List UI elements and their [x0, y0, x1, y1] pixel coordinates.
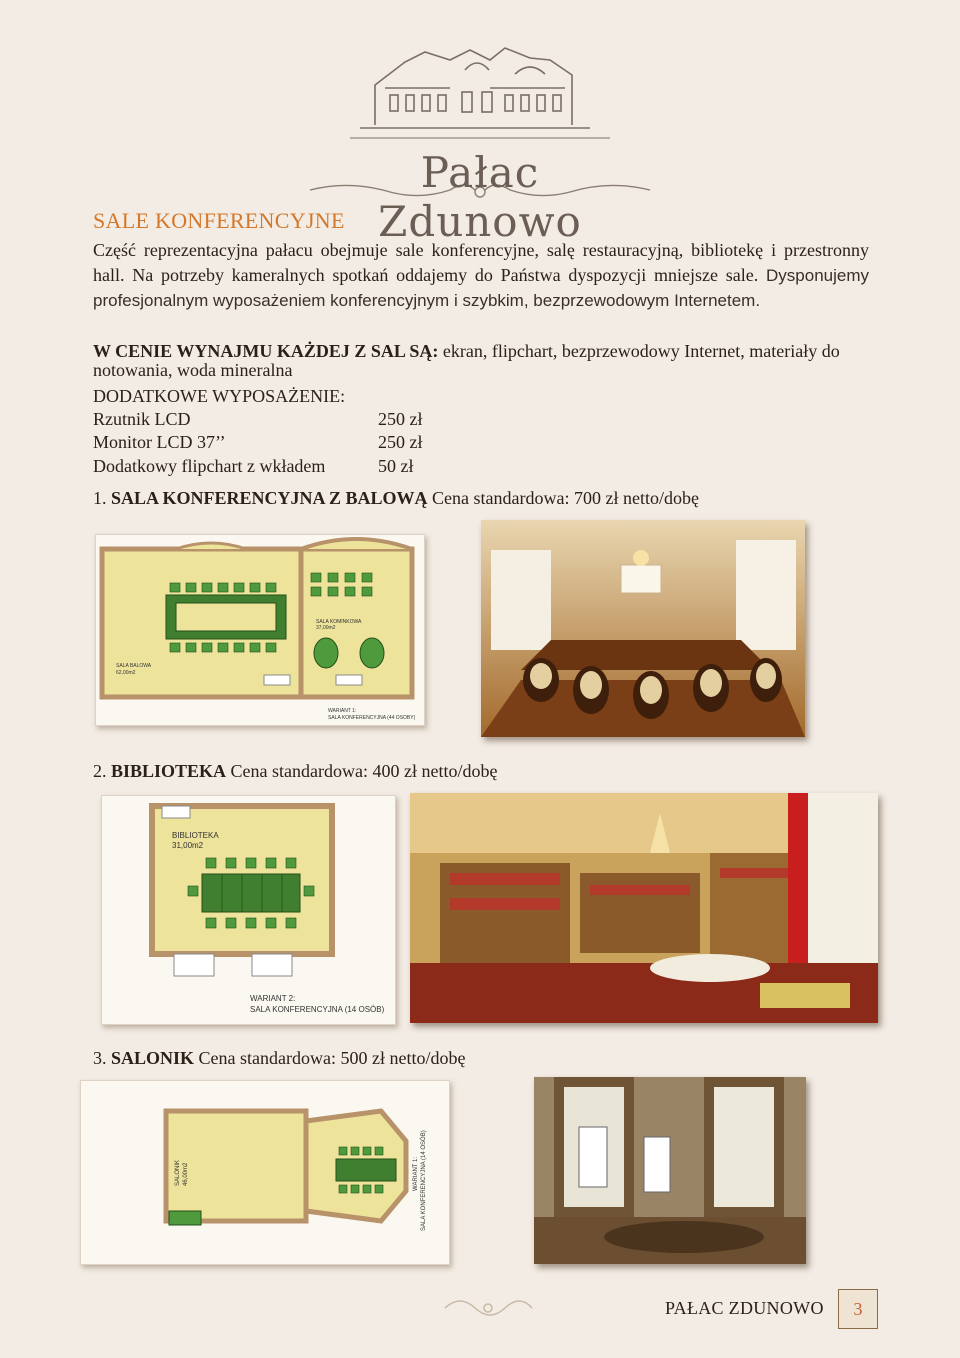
room-name: SALONIK	[111, 1048, 195, 1068]
plan-label: SALA KONFERENCYJNA (14 OSÓB)	[250, 1005, 385, 1014]
extra-item-name: Rzutnik LCD	[93, 409, 191, 429]
plan-label: 46,00m2	[183, 1162, 189, 1186]
plan-label: WARIANT 1:	[413, 1156, 419, 1191]
room-name: SALA KONFERENCYJNA Z BALOWĄ	[111, 488, 428, 508]
included-text: ekran, flipchart, bezprzewodowy Internet, materiały do notowania, woda mineralna	[93, 341, 840, 380]
floor-plan-ballroom	[95, 534, 425, 726]
room-title-1	[93, 488, 699, 509]
included-equipment	[93, 342, 873, 380]
room-number: 3.	[93, 1048, 107, 1068]
intro-text-1: Część reprezentacyjna pałacu obejmuje sale konferencyjne, salę restauracyjną, bibliotekę i przestronny hall. Na potrzeby kameralnych spotkań oddajemy do Państwa dyspozycji mniejsze sale.	[93, 240, 869, 285]
room-price: Cena standardowa: 700 zł netto/dobę	[432, 488, 699, 508]
plan-label: SALA KONFERENCYJNA (14 OSÓB)	[421, 1130, 427, 1231]
plan-label: WARIANT 1:	[328, 708, 357, 714]
room-name: BIBLIOTEKA	[111, 761, 227, 781]
plan-label: SALA BALOWA	[116, 663, 152, 669]
extra-item-price: 250 zł	[378, 409, 423, 429]
plan-label: 31,00m2	[172, 841, 204, 850]
plan-label: SALA KOMINKOWA	[316, 619, 362, 625]
footer-brand: PAŁAC ZDUNOWO	[665, 1298, 824, 1318]
extra-item-price: 50 zł	[378, 456, 414, 476]
photo-library	[410, 793, 878, 1023]
plan-label: SALA KONFERENCYJNA (44 OSOBY)	[328, 715, 416, 721]
footer-ornament-icon	[440, 1290, 536, 1326]
extra-item-name: Dodatkowy flipchart z wkładem	[93, 456, 326, 476]
plan-label: SALONIK	[175, 1159, 181, 1186]
photo-conference-room	[481, 520, 805, 737]
room-number: 1.	[93, 488, 107, 508]
intro-paragraph	[93, 238, 869, 313]
room-title-3	[93, 1048, 465, 1069]
page-number: 3	[838, 1289, 878, 1329]
logo-text: Pałac Zdunowo	[378, 148, 582, 246]
plan-label: WARIANT 2:	[250, 994, 296, 1003]
photo-salonik	[534, 1077, 806, 1264]
plan-label: BIBLIOTEKA	[172, 831, 219, 840]
room-price: Cena standardowa: 400 zł netto/dobę	[230, 761, 498, 781]
plan-label: 62,00m2	[116, 670, 136, 676]
floor-plan-library	[101, 795, 396, 1025]
included-label: W CENIE WYNAJMU KAŻDEJ Z SAL SĄ:	[93, 341, 439, 361]
extra-item-price: 250 zł	[378, 432, 423, 452]
section-heading: SALE KONFERENCYJNE	[93, 208, 345, 233]
room-number: 2.	[93, 761, 107, 781]
room-title-2	[93, 761, 497, 782]
intro-text-2: Dysponujemy profesjonalnym wyposażeniem konferencyjnym i szybkim, bezprzewodowym Internetem.	[93, 266, 870, 310]
palace-logo	[290, 30, 670, 246]
floor-plan-salonik	[80, 1080, 450, 1265]
extras-title: DODATKOWE WYPOSAŻENIE:	[93, 386, 346, 406]
extra-item-name: Monitor LCD 37’’	[93, 432, 226, 452]
room-price: Cena standardowa: 500 zł netto/dobę	[198, 1048, 466, 1068]
plan-label: 37,00m2	[316, 625, 336, 631]
